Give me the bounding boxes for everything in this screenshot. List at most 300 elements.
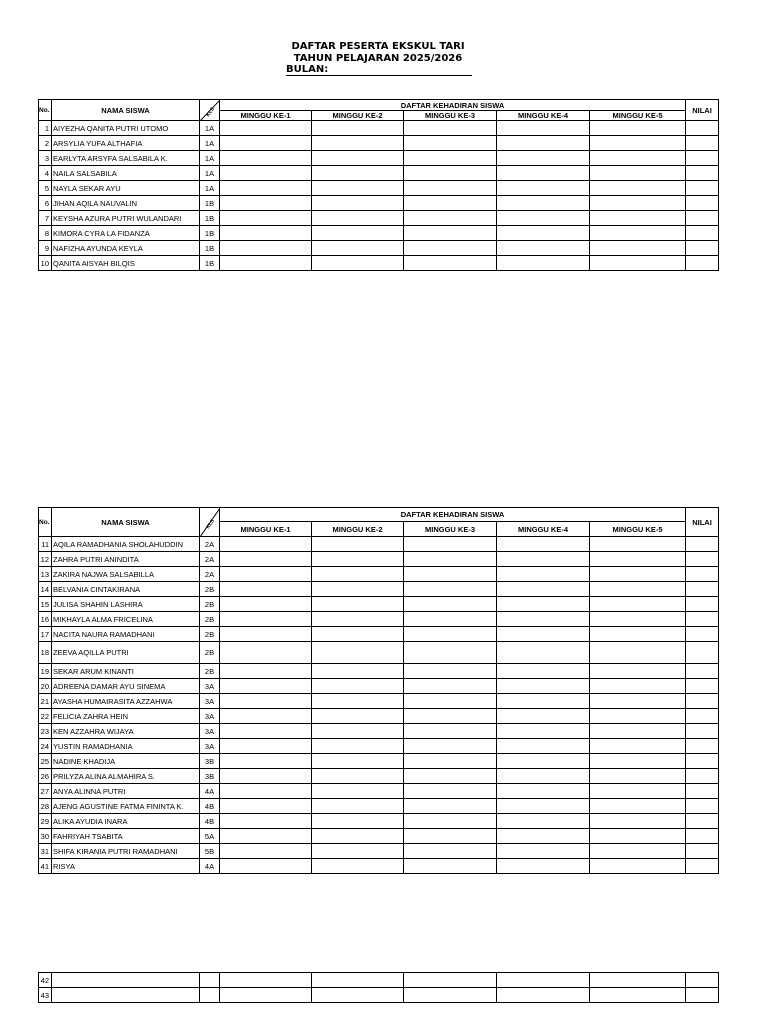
attendance-cell-week-5[interactable] bbox=[590, 181, 686, 196]
attendance-table-1 bbox=[38, 99, 719, 271]
attendance-cell-week-5[interactable] bbox=[590, 679, 686, 694]
attendance-cell-week-5[interactable] bbox=[590, 256, 686, 271]
row-number: 11 bbox=[39, 537, 52, 552]
table-row bbox=[39, 679, 719, 694]
attendance-cell-week-5[interactable] bbox=[590, 567, 686, 582]
attendance-cell-week-2[interactable] bbox=[312, 814, 404, 829]
attendance-cell-week-3[interactable] bbox=[404, 739, 497, 754]
attendance-cell-week-1[interactable] bbox=[220, 567, 312, 582]
attendance-cell-week-2[interactable] bbox=[312, 769, 404, 784]
attendance-cell-week-4[interactable] bbox=[497, 597, 590, 612]
attendance-cell-week-1[interactable] bbox=[220, 181, 312, 196]
table-row bbox=[39, 627, 719, 642]
attendance-cell-week-5[interactable] bbox=[590, 859, 686, 874]
header-minggu-4: MINGGU KE-4 bbox=[497, 522, 590, 537]
grade-cell[interactable] bbox=[686, 679, 719, 694]
table-row bbox=[39, 784, 719, 799]
attendance-cell-week-5[interactable] bbox=[590, 537, 686, 552]
attendance-cell-week-2[interactable] bbox=[312, 226, 404, 241]
grade-cell[interactable] bbox=[686, 769, 719, 784]
student-name: MIKHAYLA ALMA FRICELINA bbox=[52, 612, 200, 627]
attendance-cell-week-4[interactable] bbox=[497, 739, 590, 754]
table-row bbox=[39, 612, 719, 627]
table-row bbox=[39, 709, 719, 724]
header-kelas: KLS bbox=[205, 517, 216, 530]
attendance-cell-week-4[interactable] bbox=[497, 664, 590, 679]
attendance-cell-week-1[interactable] bbox=[220, 754, 312, 769]
attendance-cell-week-2[interactable] bbox=[312, 754, 404, 769]
attendance-cell-week-1[interactable] bbox=[220, 121, 312, 136]
row-number: 10 bbox=[39, 256, 52, 271]
student-name: JIHAN AQILA NAUVALIN bbox=[52, 196, 200, 211]
table-row bbox=[39, 642, 719, 664]
grade-cell[interactable] bbox=[686, 151, 719, 166]
student-name: ANYA ALINNA PUTRI bbox=[52, 784, 200, 799]
attendance-cell-week-2[interactable] bbox=[312, 121, 404, 136]
student-class bbox=[200, 973, 220, 988]
attendance-cell-week-3[interactable] bbox=[404, 799, 497, 814]
attendance-cell-week-5[interactable] bbox=[590, 166, 686, 181]
grade-cell[interactable] bbox=[686, 844, 719, 859]
grade-cell[interactable] bbox=[686, 166, 719, 181]
attendance-cell-week-5[interactable] bbox=[590, 709, 686, 724]
header-kelas: KLS bbox=[205, 105, 216, 118]
student-class: 4A bbox=[200, 859, 220, 874]
attendance-cell-week-5[interactable] bbox=[590, 196, 686, 211]
student-name: KEYSHA AZURA PUTRI WULANDARI bbox=[52, 211, 200, 226]
table-row bbox=[39, 859, 719, 874]
header-nama-siswa: NAMA SISWA bbox=[52, 100, 200, 121]
attendance-cell-week-4[interactable] bbox=[497, 226, 590, 241]
student-name: SHIFA KIRANIA PUTRI RAMADHANI bbox=[52, 844, 200, 859]
attendance-cell-week-4[interactable] bbox=[497, 166, 590, 181]
attendance-cell-week-3[interactable] bbox=[404, 829, 497, 844]
attendance-cell-week-4[interactable] bbox=[497, 859, 590, 874]
attendance-cell-week-3[interactable] bbox=[404, 679, 497, 694]
attendance-cell-week-4[interactable] bbox=[497, 181, 590, 196]
attendance-cell-week-5[interactable] bbox=[590, 844, 686, 859]
grade-cell[interactable] bbox=[686, 121, 719, 136]
attendance-cell-week-4[interactable] bbox=[497, 627, 590, 642]
attendance-cell-week-5[interactable] bbox=[590, 136, 686, 151]
student-class: 2A bbox=[200, 567, 220, 582]
attendance-cell-week-2[interactable] bbox=[312, 844, 404, 859]
attendance-cell-week-1[interactable] bbox=[220, 136, 312, 151]
header-nilai: NILAI bbox=[686, 508, 719, 537]
attendance-cell-week-1[interactable] bbox=[220, 241, 312, 256]
attendance-cell-week-3[interactable] bbox=[404, 627, 497, 642]
attendance-cell-week-2[interactable] bbox=[312, 829, 404, 844]
header-no: No. bbox=[39, 508, 52, 537]
attendance-cell-week-3[interactable] bbox=[404, 844, 497, 859]
row-number: 8 bbox=[39, 226, 52, 241]
row-number: 5 bbox=[39, 181, 52, 196]
attendance-cell-week-4[interactable] bbox=[497, 567, 590, 582]
attendance-cell-week-5[interactable] bbox=[590, 694, 686, 709]
attendance-cell-week-3[interactable] bbox=[404, 211, 497, 226]
attendance-cell-week-5[interactable] bbox=[590, 597, 686, 612]
attendance-cell-week-3[interactable] bbox=[404, 136, 497, 151]
table-row bbox=[39, 597, 719, 612]
header-minggu-3: MINGGU KE-3 bbox=[404, 111, 497, 121]
attendance-cell-week-1[interactable] bbox=[220, 256, 312, 271]
student-class: 2B bbox=[200, 597, 220, 612]
grade-cell[interactable] bbox=[686, 799, 719, 814]
student-class: 4B bbox=[200, 799, 220, 814]
attendance-cell-week-4[interactable] bbox=[497, 241, 590, 256]
grade-cell[interactable] bbox=[686, 627, 719, 642]
attendance-cell-week-5[interactable] bbox=[590, 151, 686, 166]
attendance-cell-week-2[interactable] bbox=[312, 582, 404, 597]
attendance-cell-week-3[interactable] bbox=[404, 859, 497, 874]
row-number: 7 bbox=[39, 211, 52, 226]
attendance-cell-week-1[interactable] bbox=[220, 784, 312, 799]
row-number: 2 bbox=[39, 136, 52, 151]
attendance-cell-week-2[interactable] bbox=[312, 739, 404, 754]
grade-cell[interactable] bbox=[686, 859, 719, 874]
attendance-cell-week-2[interactable] bbox=[312, 784, 404, 799]
student-class: 3A bbox=[200, 679, 220, 694]
attendance-cell-week-2[interactable] bbox=[312, 256, 404, 271]
attendance-cell-week-5[interactable] bbox=[590, 612, 686, 627]
attendance-cell-week-3[interactable] bbox=[404, 642, 497, 664]
attendance-cell-week-3[interactable] bbox=[404, 988, 497, 1003]
grade-cell[interactable] bbox=[686, 739, 719, 754]
attendance-cell-week-2[interactable] bbox=[312, 567, 404, 582]
attendance-cell-week-1[interactable] bbox=[220, 709, 312, 724]
table-row bbox=[39, 211, 719, 226]
attendance-cell-week-3[interactable] bbox=[404, 151, 497, 166]
attendance-cell-week-4[interactable] bbox=[497, 582, 590, 597]
student-class: 1B bbox=[200, 226, 220, 241]
attendance-cell-week-3[interactable] bbox=[404, 567, 497, 582]
attendance-cell-week-1[interactable] bbox=[220, 694, 312, 709]
grade-cell[interactable] bbox=[686, 567, 719, 582]
attendance-cell-week-3[interactable] bbox=[404, 597, 497, 612]
table-row bbox=[39, 151, 719, 166]
attendance-cell-week-4[interactable] bbox=[497, 537, 590, 552]
student-name: ALIKA AYUDIA INARA bbox=[52, 814, 200, 829]
attendance-cell-week-3[interactable] bbox=[404, 709, 497, 724]
grade-cell[interactable] bbox=[686, 582, 719, 597]
attendance-cell-week-5[interactable] bbox=[590, 814, 686, 829]
attendance-cell-week-2[interactable] bbox=[312, 973, 404, 988]
attendance-cell-week-4[interactable] bbox=[497, 136, 590, 151]
table-row bbox=[39, 166, 719, 181]
table-row bbox=[39, 552, 719, 567]
grade-cell[interactable] bbox=[686, 664, 719, 679]
grade-cell[interactable] bbox=[686, 694, 719, 709]
attendance-cell-week-3[interactable] bbox=[404, 552, 497, 567]
grade-cell[interactable] bbox=[686, 552, 719, 567]
attendance-cell-week-1[interactable] bbox=[220, 799, 312, 814]
attendance-cell-week-2[interactable] bbox=[312, 724, 404, 739]
student-class: 4B bbox=[200, 814, 220, 829]
attendance-cell-week-4[interactable] bbox=[497, 679, 590, 694]
grade-cell[interactable] bbox=[686, 784, 719, 799]
attendance-cell-week-3[interactable] bbox=[404, 973, 497, 988]
student-name: AJENG AGUSTINE FATMA FININTA K. bbox=[52, 799, 200, 814]
grade-cell[interactable] bbox=[686, 597, 719, 612]
attendance-cell-week-3[interactable] bbox=[404, 724, 497, 739]
attendance-cell-week-1[interactable] bbox=[220, 679, 312, 694]
attendance-cell-week-1[interactable] bbox=[220, 814, 312, 829]
student-class: 3B bbox=[200, 754, 220, 769]
row-number: 43 bbox=[39, 988, 52, 1003]
student-name: ZAHRA PUTRI ANINDITA bbox=[52, 552, 200, 567]
attendance-cell-week-3[interactable] bbox=[404, 196, 497, 211]
header-minggu-1: MINGGU KE-1 bbox=[220, 522, 312, 537]
table-row bbox=[39, 754, 719, 769]
attendance-cell-week-5[interactable] bbox=[590, 784, 686, 799]
page-title: DAFTAR PESERTA EKSKUL TARI bbox=[291, 41, 465, 52]
attendance-cell-week-3[interactable] bbox=[404, 769, 497, 784]
attendance-cell-week-4[interactable] bbox=[497, 988, 590, 1003]
attendance-table-3 bbox=[38, 972, 719, 1003]
attendance-cell-week-2[interactable] bbox=[312, 627, 404, 642]
table-row bbox=[39, 537, 719, 552]
attendance-cell-week-5[interactable] bbox=[590, 552, 686, 567]
attendance-cell-week-3[interactable] bbox=[404, 241, 497, 256]
attendance-cell-week-2[interactable] bbox=[312, 151, 404, 166]
attendance-cell-week-3[interactable] bbox=[404, 166, 497, 181]
attendance-cell-week-2[interactable] bbox=[312, 181, 404, 196]
attendance-cell-week-1[interactable] bbox=[220, 151, 312, 166]
attendance-cell-week-3[interactable] bbox=[404, 694, 497, 709]
header-minggu-4: MINGGU KE-4 bbox=[497, 111, 590, 121]
row-number: 21 bbox=[39, 694, 52, 709]
header-minggu-5: MINGGU KE-5 bbox=[590, 522, 686, 537]
attendance-cell-week-2[interactable] bbox=[312, 642, 404, 664]
student-class: 1B bbox=[200, 256, 220, 271]
attendance-cell-week-5[interactable] bbox=[590, 973, 686, 988]
attendance-cell-week-5[interactable] bbox=[590, 739, 686, 754]
attendance-cell-week-1[interactable] bbox=[220, 166, 312, 181]
attendance-cell-week-1[interactable] bbox=[220, 664, 312, 679]
attendance-cell-week-2[interactable] bbox=[312, 211, 404, 226]
attendance-cell-week-2[interactable] bbox=[312, 664, 404, 679]
attendance-cell-week-5[interactable] bbox=[590, 642, 686, 664]
attendance-cell-week-1[interactable] bbox=[220, 552, 312, 567]
row-number: 15 bbox=[39, 597, 52, 612]
attendance-cell-week-4[interactable] bbox=[497, 196, 590, 211]
row-number: 4 bbox=[39, 166, 52, 181]
attendance-cell-week-5[interactable] bbox=[590, 241, 686, 256]
student-name: KEN AZZAHRA WIJAYA bbox=[52, 724, 200, 739]
attendance-cell-week-1[interactable] bbox=[220, 597, 312, 612]
grade-cell[interactable] bbox=[686, 211, 719, 226]
student-class: 1A bbox=[200, 151, 220, 166]
attendance-cell-week-1[interactable] bbox=[220, 844, 312, 859]
attendance-cell-week-1[interactable] bbox=[220, 829, 312, 844]
row-number: 28 bbox=[39, 799, 52, 814]
table-row bbox=[39, 226, 719, 241]
attendance-cell-week-1[interactable] bbox=[220, 724, 312, 739]
grade-cell[interactable] bbox=[686, 709, 719, 724]
student-class: 1A bbox=[200, 181, 220, 196]
student-name: SEKAR ARUM KINANTI bbox=[52, 664, 200, 679]
student-name: NAYLA SEKAR AYU bbox=[52, 181, 200, 196]
attendance-cell-week-5[interactable] bbox=[590, 226, 686, 241]
header-minggu-5: MINGGU KE-5 bbox=[590, 111, 686, 121]
grade-cell[interactable] bbox=[686, 724, 719, 739]
student-class: 2B bbox=[200, 642, 220, 664]
attendance-cell-week-5[interactable] bbox=[590, 799, 686, 814]
student-class bbox=[200, 988, 220, 1003]
grade-cell[interactable] bbox=[686, 973, 719, 988]
attendance-cell-week-2[interactable] bbox=[312, 799, 404, 814]
row-number: 27 bbox=[39, 784, 52, 799]
table-row bbox=[39, 582, 719, 597]
student-class: 2A bbox=[200, 552, 220, 567]
attendance-cell-week-5[interactable] bbox=[590, 829, 686, 844]
attendance-cell-week-3[interactable] bbox=[404, 814, 497, 829]
attendance-cell-week-2[interactable] bbox=[312, 166, 404, 181]
attendance-cell-week-4[interactable] bbox=[497, 709, 590, 724]
student-class: 4A bbox=[200, 784, 220, 799]
attendance-cell-week-4[interactable] bbox=[497, 211, 590, 226]
attendance-cell-week-2[interactable] bbox=[312, 694, 404, 709]
attendance-cell-week-1[interactable] bbox=[220, 537, 312, 552]
grade-cell[interactable] bbox=[686, 196, 719, 211]
grade-cell[interactable] bbox=[686, 181, 719, 196]
attendance-cell-week-1[interactable] bbox=[220, 769, 312, 784]
attendance-cell-week-4[interactable] bbox=[497, 814, 590, 829]
row-number: 13 bbox=[39, 567, 52, 582]
attendance-cell-week-1[interactable] bbox=[220, 582, 312, 597]
table-row bbox=[39, 256, 719, 271]
attendance-cell-week-4[interactable] bbox=[497, 754, 590, 769]
attendance-cell-week-2[interactable] bbox=[312, 612, 404, 627]
attendance-cell-week-1[interactable] bbox=[220, 226, 312, 241]
attendance-cell-week-1[interactable] bbox=[220, 859, 312, 874]
grade-cell[interactable] bbox=[686, 136, 719, 151]
attendance-cell-week-3[interactable] bbox=[404, 664, 497, 679]
attendance-cell-week-4[interactable] bbox=[497, 799, 590, 814]
grade-cell[interactable] bbox=[686, 256, 719, 271]
grade-cell[interactable] bbox=[686, 642, 719, 664]
grade-cell[interactable] bbox=[686, 226, 719, 241]
attendance-cell-week-2[interactable] bbox=[312, 988, 404, 1003]
attendance-cell-week-2[interactable] bbox=[312, 241, 404, 256]
attendance-cell-week-5[interactable] bbox=[590, 211, 686, 226]
grade-cell[interactable] bbox=[686, 754, 719, 769]
attendance-cell-week-5[interactable] bbox=[590, 754, 686, 769]
attendance-cell-week-5[interactable] bbox=[590, 582, 686, 597]
attendance-cell-week-2[interactable] bbox=[312, 679, 404, 694]
attendance-cell-week-1[interactable] bbox=[220, 642, 312, 664]
attendance-cell-week-2[interactable] bbox=[312, 136, 404, 151]
grade-cell[interactable] bbox=[686, 988, 719, 1003]
grade-cell[interactable] bbox=[686, 612, 719, 627]
attendance-cell-week-4[interactable] bbox=[497, 121, 590, 136]
attendance-cell-week-4[interactable] bbox=[497, 973, 590, 988]
attendance-cell-week-5[interactable] bbox=[590, 769, 686, 784]
grade-cell[interactable] bbox=[686, 814, 719, 829]
grade-cell[interactable] bbox=[686, 537, 719, 552]
student-class: 1B bbox=[200, 211, 220, 226]
attendance-cell-week-2[interactable] bbox=[312, 597, 404, 612]
attendance-cell-week-5[interactable] bbox=[590, 664, 686, 679]
attendance-cell-week-4[interactable] bbox=[497, 784, 590, 799]
student-name: ZAKIRA NAJWA SALSABILLA bbox=[52, 567, 200, 582]
header-no: No. bbox=[39, 100, 52, 121]
attendance-cell-week-2[interactable] bbox=[312, 709, 404, 724]
attendance-cell-week-2[interactable] bbox=[312, 537, 404, 552]
attendance-cell-week-1[interactable] bbox=[220, 627, 312, 642]
header-daftar-kehadiran: DAFTAR KEHADIRAN SISWA bbox=[220, 100, 686, 111]
attendance-cell-week-3[interactable] bbox=[404, 612, 497, 627]
attendance-cell-week-2[interactable] bbox=[312, 196, 404, 211]
attendance-cell-week-1[interactable] bbox=[220, 739, 312, 754]
attendance-cell-week-4[interactable] bbox=[497, 552, 590, 567]
student-name: YUSTIN RAMADHANIA bbox=[52, 739, 200, 754]
student-class: 2B bbox=[200, 582, 220, 597]
attendance-cell-week-3[interactable] bbox=[404, 754, 497, 769]
attendance-cell-week-3[interactable] bbox=[404, 226, 497, 241]
attendance-cell-week-3[interactable] bbox=[404, 181, 497, 196]
student-class: 1B bbox=[200, 241, 220, 256]
attendance-cell-week-1[interactable] bbox=[220, 211, 312, 226]
table-row bbox=[39, 814, 719, 829]
attendance-cell-week-4[interactable] bbox=[497, 724, 590, 739]
student-name: AQILA RAMADHANIA SHOLAHUDDIN bbox=[52, 537, 200, 552]
attendance-table-2 bbox=[38, 507, 719, 874]
attendance-cell-week-1[interactable] bbox=[220, 973, 312, 988]
header-nilai: NILAI bbox=[686, 100, 719, 121]
attendance-cell-week-3[interactable] bbox=[404, 256, 497, 271]
attendance-cell-week-5[interactable] bbox=[590, 121, 686, 136]
student-name bbox=[52, 988, 200, 1003]
row-number: 3 bbox=[39, 151, 52, 166]
student-class: 1A bbox=[200, 166, 220, 181]
row-number: 12 bbox=[39, 552, 52, 567]
grade-cell[interactable] bbox=[686, 829, 719, 844]
attendance-cell-week-4[interactable] bbox=[497, 256, 590, 271]
attendance-cell-week-4[interactable] bbox=[497, 769, 590, 784]
student-name: QANITA AISYAH BILQIS bbox=[52, 256, 200, 271]
attendance-cell-week-3[interactable] bbox=[404, 121, 497, 136]
student-name: NADINE KHADIJA bbox=[52, 754, 200, 769]
table-row bbox=[39, 739, 719, 754]
attendance-cell-week-4[interactable] bbox=[497, 829, 590, 844]
attendance-cell-week-3[interactable] bbox=[404, 784, 497, 799]
attendance-cell-week-5[interactable] bbox=[590, 724, 686, 739]
attendance-cell-week-5[interactable] bbox=[590, 627, 686, 642]
student-name bbox=[52, 973, 200, 988]
attendance-cell-week-4[interactable] bbox=[497, 694, 590, 709]
student-class: 2B bbox=[200, 612, 220, 627]
student-class: 3A bbox=[200, 709, 220, 724]
attendance-cell-week-2[interactable] bbox=[312, 552, 404, 567]
attendance-cell-week-3[interactable] bbox=[404, 537, 497, 552]
row-number: 1 bbox=[39, 121, 52, 136]
attendance-cell-week-3[interactable] bbox=[404, 582, 497, 597]
attendance-cell-week-1[interactable] bbox=[220, 196, 312, 211]
attendance-cell-week-1[interactable] bbox=[220, 988, 312, 1003]
attendance-cell-week-4[interactable] bbox=[497, 844, 590, 859]
attendance-cell-week-4[interactable] bbox=[497, 642, 590, 664]
attendance-cell-week-4[interactable] bbox=[497, 612, 590, 627]
student-class: 5A bbox=[200, 829, 220, 844]
grade-cell[interactable] bbox=[686, 241, 719, 256]
attendance-cell-week-5[interactable] bbox=[590, 988, 686, 1003]
header-nama-siswa: NAMA SISWA bbox=[52, 508, 200, 537]
attendance-cell-week-1[interactable] bbox=[220, 612, 312, 627]
attendance-cell-week-2[interactable] bbox=[312, 859, 404, 874]
student-name: BELVANIA CINTAKIRANA bbox=[52, 582, 200, 597]
attendance-cell-week-4[interactable] bbox=[497, 151, 590, 166]
